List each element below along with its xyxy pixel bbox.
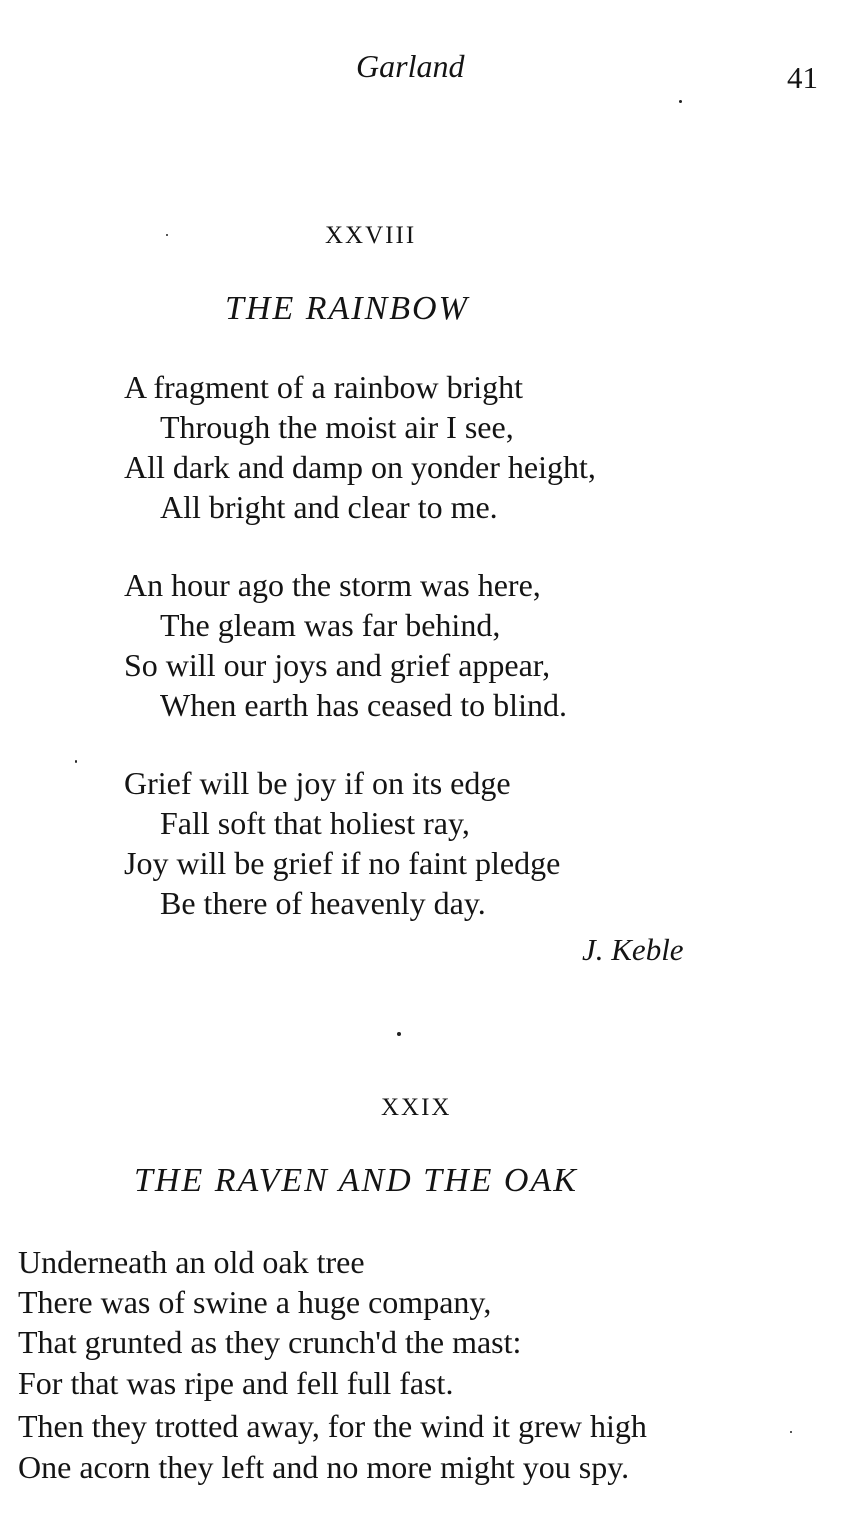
poem-line: Through the moist air I see,: [160, 409, 514, 445]
poem-line: Grief will be joy if on its edge: [124, 765, 511, 801]
poem-line: Underneath an old oak tree: [18, 1244, 365, 1280]
running-header-title: Garland: [356, 48, 465, 84]
poem-line: One acorn they left and no more might you spy.: [18, 1449, 630, 1485]
poem-numeral: XXVIII: [325, 222, 417, 249]
print-speck: [679, 100, 682, 103]
poem-numeral: XXIX: [381, 1094, 452, 1121]
print-speck: [397, 1032, 401, 1036]
poem-line: When earth has ceased to blind.: [160, 687, 567, 723]
poem-author: J. Keble: [582, 932, 684, 967]
poem-title: THE RAVEN AND THE OAK: [134, 1162, 578, 1199]
poem-line: Be there of heavenly day.: [160, 885, 486, 921]
poem-line: Fall soft that holiest ray,: [160, 805, 470, 841]
poem-line: Joy will be grief if no faint pledge: [124, 845, 561, 881]
poem-line: A fragment of a rainbow bright: [124, 369, 523, 405]
poem-line: For that was ripe and fell full fast.: [18, 1365, 454, 1401]
poem-title: THE RAINBOW: [225, 290, 469, 327]
print-speck: [790, 1431, 792, 1433]
poem-line: That grunted as they crunch'd the mast:: [18, 1324, 522, 1360]
print-speck: [75, 760, 77, 763]
poem-line: There was of swine a huge company,: [18, 1284, 492, 1320]
poem-line: So will our joys and grief appear,: [124, 647, 551, 683]
poem-line: The gleam was far behind,: [160, 607, 501, 643]
print-speck: [166, 234, 168, 236]
page-number: 41: [787, 60, 818, 95]
poem-line: An hour ago the storm was here,: [124, 567, 541, 603]
poem-line: All bright and clear to me.: [160, 489, 498, 525]
poem-line: All dark and damp on yonder height,: [124, 449, 596, 485]
poem-line: Then they trotted away, for the wind it grew high: [18, 1408, 647, 1444]
